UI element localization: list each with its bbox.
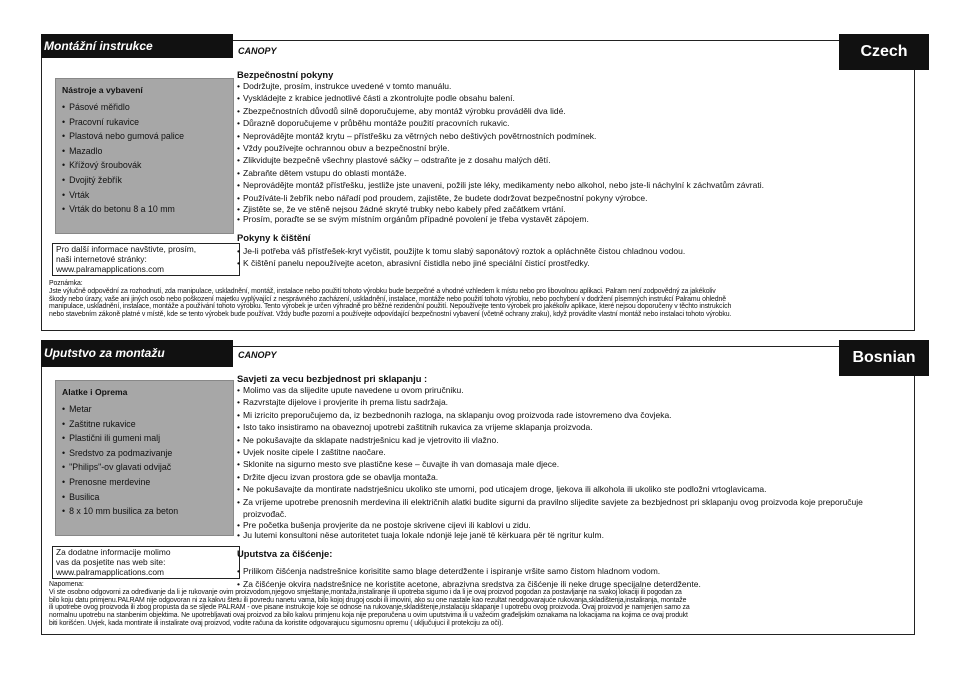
safety-item: • Isto tako insistiramo na obaveznoj upotrebi zaštitnih rukavica za vrijeme sklapanja proizvoda. <box>237 421 847 433</box>
bosnian-section <box>41 340 929 635</box>
safety-item: • Molimo vas da slijedite upute navedene u ovom priručniku. <box>237 384 847 396</box>
tool-item: • Pracovní rukavice <box>62 115 227 130</box>
czech-product-name: CANOPY <box>238 46 277 56</box>
cleaning-item: • K čištění panelu nepoužívejte aceton, abrasivní čistidla nebo jiné speciální čisticí prostředky. <box>237 257 847 269</box>
info-line: Pro další informace navštivte, prosím, <box>56 244 197 254</box>
safety-item: • Sklonite na sigurno mesto sve plastične kese – čuvajte ih van domasaja male djece. <box>237 458 847 470</box>
note-label: Napomena: <box>49 581 84 588</box>
bosnian-cleaning-heading: Uputstva za čišćenje: <box>237 548 333 560</box>
czech-language-label: Czech <box>839 34 929 70</box>
safety-item: • Za vrijeme upotrebe prenosnih merdevina ili električnih alatki budite sigurni da pravilno slijedite savjete za bezbjednost pri sklapanju ovog proizvoda koje preporučuje proizvođač. <box>237 496 877 521</box>
safety-item: • Zabraňte dětem vstupu do oblasti montáže. <box>237 167 847 179</box>
safety-item: • Zjistěte se, že ve stěně nejsou žádné skryté trubky nebo kabely před začátkem vrtání. <box>237 204 847 214</box>
tool-item: • 8 x 10 mm busilica za beton <box>62 504 227 519</box>
tool-item: • Vrták <box>62 188 227 203</box>
safety-item: • Důrazně doporučujeme v průběhu montáže použití pracovních rukavic. <box>237 117 847 129</box>
czech-note <box>49 280 911 319</box>
bosnian-info-box <box>52 546 240 579</box>
bosnian-product-name: CANOPY <box>238 350 277 360</box>
bosnian-safety-heading: Savjeti za vecu bezbjednost pri sklapanju : <box>237 373 428 384</box>
note-line: bilo koju datu primjenu.PALRAM nije odgovoran ni za kakvu štetu ili povredu nanetu vama, bilo kojoj drugoj osobi ili imovini, ako su one nastale kao rezultat neodgovarajuće rukovanja,skladištenja,instaliranja, montaže <box>49 596 687 604</box>
cleaning-item: • Za čišćenje okvira nadstrešnice ne koristite acetone, abrazivna sredstva za čišćenje ili neke druge specijalne deterdžente. <box>237 578 847 590</box>
info-line: Za dodatne informacije molimo <box>56 547 171 557</box>
tool-item: • Křížový šroubovák <box>62 158 227 173</box>
tool-item: • Vrták do betonu 8 a 10 mm <box>62 202 227 217</box>
safety-item: • Uvjek nosite cipele I zaštitne naočare. <box>237 446 847 458</box>
note-line: manipulace, uskladnění, instalace, montáže a používání tohoto výrobku. Tento výrobek je určen výhradně pro běžné rezidenční použití. Nepoužívejte tento výrobek pro jakékoliv aplikace, které nejsou doporučeny v těchto instrukcích <box>49 303 732 311</box>
note-line: Vi ste osobno odgovorni za određivanje da li je rukovanje ovim proizvodom,njegovo smještanje,montaža,instaliranje ili upotreba sigurno i da li je ovaj proizvod pogodan za postavljanje na svakoj lokaciji ili pogodan za <box>49 588 682 596</box>
info-link[interactable]: www.palramapplications.com <box>56 566 164 577</box>
bosnian-language-label: Bosnian <box>839 340 929 376</box>
safety-item: • Vždy používejte ochrannou obuv a bezpečnostní brýle. <box>237 142 847 154</box>
safety-item: • Ju lutemi konsultoni nëse autoritetet tuaja lokale ndonjë leje janë të kërkuara për të ngritur kulm. <box>237 530 847 540</box>
czech-tools-box <box>55 78 234 234</box>
tool-item: • Dvojitý žebřík <box>62 173 227 188</box>
safety-item: • Neprovádějte montáž krytu – přístřešku za větrných nebo deštivých povětrnostních podmínek. <box>237 130 847 142</box>
safety-item: • Vyskládejte z krabice jednotlivé části a zkontrolujte podle obsahu balení. <box>237 92 847 104</box>
info-line: naši internetové stránky: <box>56 253 147 264</box>
bosnian-section-title: Uputstvo za montažu <box>41 340 233 367</box>
info-link[interactable]: www.palramapplications.com <box>56 263 164 274</box>
safety-item: • Razvrstajte dijelove i provjerite ih prema listu sadržaja. <box>237 396 847 408</box>
bosnian-tools-box <box>55 380 234 536</box>
czech-section-title: Montážní instrukce <box>41 34 233 58</box>
note-line: nebo stavebním zákoně platné v místě, kde se tento výrobek bude používat. Vždy buďte pozorní a používejte odpovídající bezpečnostní vybavení (včetně ochrany zraku), když provádíte vlastní montáž nebo instalaci tohoto výrobku. <box>49 311 732 319</box>
czech-safety-heading: Bezpečnostní pokyny <box>237 69 334 80</box>
note-line: biti korišćen. Uvjek, kada montirate ili instalirate ovaj proizvod, vodite računa da koristite odgovarajucu sigurnosnu opremu ( uključujuci il protekciju za oči). <box>49 619 504 627</box>
bosnian-tools-list <box>62 402 227 519</box>
cleaning-item: • Prilikom čišćenja nadstrešnice korisitite samo blage deterdžente i ispiranje vršite samo čistom hladnom vodom. <box>237 565 847 577</box>
czech-content <box>237 69 847 270</box>
bosnian-content <box>237 373 863 590</box>
safety-item: • Ne pokušavajte da sklapate nadstrješnicu kad je vjetrovito ili vlažno. <box>237 434 847 446</box>
tool-item: • "Philips"-ov glavati odvijač <box>62 460 227 475</box>
safety-item: • Pre početka bušenja provjerite da ne postoje skrivene cijevi ili kablovi u zidu. <box>237 520 847 530</box>
tool-item: • Mazadlo <box>62 144 227 159</box>
safety-item: • Prosím, poraďte se se svým místním orgánům případné povolení je třeba vystavět zápojem. <box>237 214 847 224</box>
tool-item: • Plastová nebo gumová palice <box>62 129 227 144</box>
note-line: ili upotrebe ovog proizvoda ili zbog propusta da se sljede PALRAM - ove pisane instrukcije koje se odnose na rukovanje,skladištenje,instalaciju sklapanje I upotrebu ovog proizvoda. Ovaj proizvod je namjenjen samo za <box>49 604 690 612</box>
tool-item: • Metar <box>62 402 227 417</box>
bosnian-tools-heading: Alatke i Oprema <box>62 387 128 397</box>
tool-item: • Sredstvo za podmazivanje <box>62 446 227 461</box>
tool-item: • Busilica <box>62 490 227 505</box>
czech-section <box>41 34 929 331</box>
note-line: škody nebo úrazy, vaše ani jiných osob nebo poškození majetku vyplývající z nesprávného zacházení, uskladnění, instalace, montáže nebo použití tohoto výrobku, nebo pochybení v dodržení písemných instrukcí Palramu ohledně <box>49 295 726 303</box>
czech-cleaning-list <box>237 245 847 270</box>
tool-item: • Prenosne merdevine <box>62 475 227 490</box>
safety-item: • Ne pokušavajte da montirate nadstrješnicu ukoliko ste umorni, pod uticajem droge, ljekova ili alkohola ili ukoliko ste podložni vrtoglavicama. <box>237 483 847 495</box>
safety-item: • Zbezpečnostních důvodů silně doporučujeme, aby montáž výrobku prováděli dva lidé. <box>237 105 847 117</box>
tool-item: • Plastični ili gumeni malj <box>62 431 227 446</box>
czech-tools-list <box>62 100 227 217</box>
cleaning-item: • Je-li potřeba váš přístřešek-kryt vyčistit, použijte k tomu slabý saponátový roztok a opláchněte čistou chladnou vodou. <box>237 245 847 257</box>
note-label: Poznámka: <box>49 280 83 287</box>
czech-cleaning-heading: Pokyny k čištění <box>237 232 311 244</box>
bosnian-note <box>49 581 911 628</box>
safety-item: • Mi izricito preporučujemo da, iz bezbednonih razloga, na sklapanju ovog proizvoda rade istovremeno dva čovjeka. <box>237 409 847 421</box>
safety-item: • Držite djecu izvan prostora gde se obavlja montaža. <box>237 471 847 483</box>
czech-info-box <box>52 243 240 276</box>
tool-item: • Zaštitne rukavice <box>62 417 227 432</box>
czech-tools-heading: Nástroje a vybavení <box>62 85 143 95</box>
info-line: vas da posjetite nas web site: <box>56 556 166 567</box>
note-line: normalnu upotrebu na stanbenim objektima. Ne upotrebljavati ovaj proizvod za bilo kakvu primjenu koja nije preporučena u ovim uputstvima ili u važećim građeljskim oznakama na lokacijama na kojima ce ovaj produkt <box>49 612 688 620</box>
bosnian-safety-list <box>237 384 863 541</box>
safety-item: • Používáte-li žebřík nebo nářadí pod proudem, zajistěte, že budete dodržovat bezpečnostní pokyny výrobce. <box>237 192 847 204</box>
czech-safety-list <box>237 80 847 224</box>
tool-item: • Pásové měřidlo <box>62 100 227 115</box>
safety-item: • Zlikvidujte bezpečně všechny plastové sáčky – odstraňte je z dosahu malých dětí. <box>237 154 847 166</box>
safety-item: • Neprovádějte montáž přístřešku, jestliže jste unaveni, požili jste léky, medikamenty nebo alkohol, nebo jste-li náchylní k záchvatům závrati. <box>237 179 847 191</box>
note-line: Jste výlučně odpovědní za rozhodnutí, zda manipulace, uskladnění, montáž, instalace nebo použití tohoto výrobku bude bezpečné a vhodné vzhledem k místu nebo pro libovolnou aplikaci. Palram není zodpovědný za jakékoliv <box>49 287 716 295</box>
safety-item: • Dodržujte, prosím, instrukce uvedené v tomto manuálu. <box>237 80 847 92</box>
